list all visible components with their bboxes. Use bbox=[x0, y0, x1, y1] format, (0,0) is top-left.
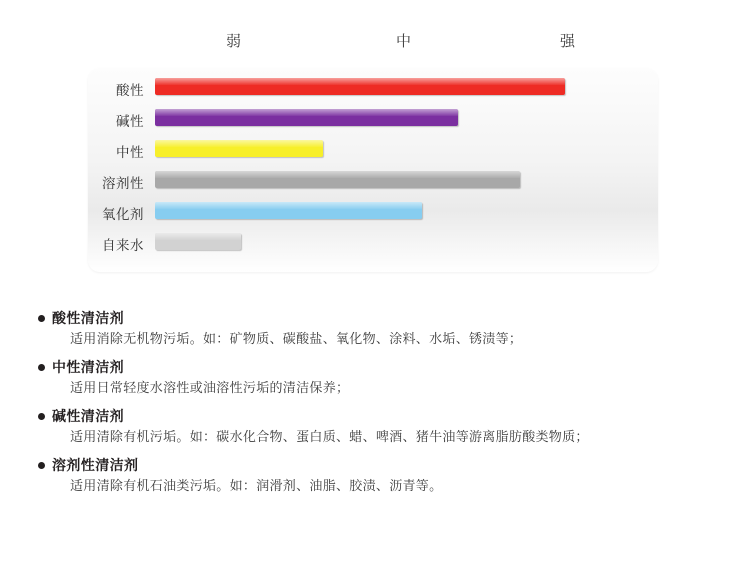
chart-bar bbox=[155, 233, 241, 250]
chart-row-label: 溶剂性 bbox=[102, 176, 144, 191]
chart-bar-track bbox=[155, 109, 458, 126]
chart-row bbox=[0, 169, 750, 200]
note-title: 酸性清洁剂 bbox=[52, 310, 124, 326]
chart-row bbox=[0, 138, 750, 169]
bullet-icon bbox=[38, 315, 45, 322]
chart-row-label: 氧化剂 bbox=[102, 207, 144, 222]
chart-row bbox=[0, 200, 750, 231]
note-title: 溶剂性清洁剂 bbox=[52, 457, 139, 473]
axis-tick-medium: 中 bbox=[396, 33, 413, 50]
chart-scale-axis bbox=[0, 30, 750, 54]
note-title: 中性清洁剂 bbox=[52, 359, 124, 375]
chart-row-label: 碱性 bbox=[116, 114, 144, 129]
chart-bar-track bbox=[155, 233, 241, 250]
chart-row-label: 酸性 bbox=[116, 83, 144, 98]
note-description: 适用清除有机污垢。如：碳水化合物、蛋白质、蜡、啤酒、猪牛油等游离脂肪酸类物质； bbox=[70, 429, 589, 444]
chart-bar bbox=[155, 202, 422, 219]
bullet-icon bbox=[38, 364, 45, 371]
chart-bar-track bbox=[155, 171, 520, 188]
chart-bar bbox=[155, 171, 520, 188]
chart-row bbox=[0, 76, 750, 107]
cleaner-type-notes bbox=[0, 308, 750, 504]
chart-bar-rows bbox=[0, 76, 750, 262]
axis-tick-weak: 弱 bbox=[226, 33, 243, 50]
chart-bar bbox=[155, 140, 323, 157]
chart-row-label: 中性 bbox=[116, 145, 144, 160]
chart-bar bbox=[155, 78, 565, 95]
note-description: 适用消除无机物污垢。如：矿物质、碳酸盐、氧化物、涂料、水垢、锈渍等； bbox=[70, 331, 523, 346]
note-item bbox=[0, 357, 750, 399]
note-item bbox=[0, 308, 750, 350]
note-item bbox=[0, 455, 750, 497]
note-description: 适用日常轻度水溶性或油溶性污垢的清洁保养； bbox=[70, 380, 350, 395]
note-title: 碱性清洁剂 bbox=[52, 408, 124, 424]
chart-bar-track bbox=[155, 78, 565, 95]
bullet-icon bbox=[38, 413, 45, 420]
chart-bar-track bbox=[155, 202, 422, 219]
chart-row bbox=[0, 107, 750, 138]
chart-bar bbox=[155, 109, 458, 126]
note-item bbox=[0, 406, 750, 448]
chart-row-label: 自来水 bbox=[102, 238, 144, 253]
axis-tick-strong: 强 bbox=[560, 33, 577, 50]
chart-row bbox=[0, 231, 750, 262]
note-description: 适用清除有机石油类污垢。如：润滑剂、油脂、胶渍、沥青等。 bbox=[70, 478, 443, 493]
chart-bar-track bbox=[155, 140, 323, 157]
bullet-icon bbox=[38, 462, 45, 469]
